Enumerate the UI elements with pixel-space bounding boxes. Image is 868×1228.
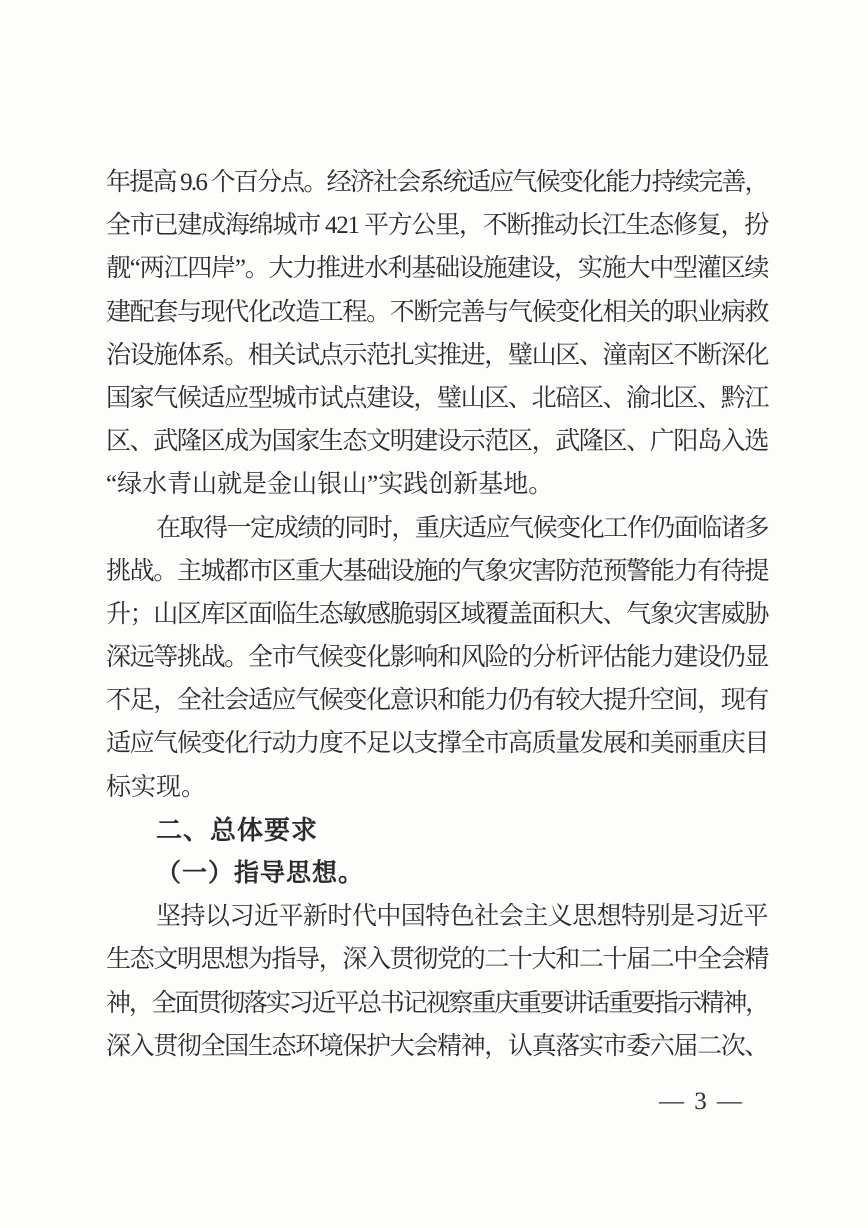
body-line: 适应气候变化行动力度不足以支撑全市高质量发展和美丽重庆目 [106,730,769,758]
body-line: 挑战。主城都市区重大基础设施的气象灾害防范预警能力有待提 [106,557,769,585]
body-line: 坚持以习近平新时代中国特色社会主义思想特别是习近平 [156,903,769,931]
body-line: 年提高 9.6 个百分点。经济社会系统适应气候变化能力持续完善， [106,169,768,196]
body-line: 靓“两江四岸”。大力推进水利基础设施建设，实施大中型灌区续 [106,255,769,283]
body-line: 国家气候适应型城市试点建设，璧山区、北碚区、渝北区、黔江 [106,384,769,412]
body-line: 区、武隆区成为国家生态文明建设示范区，武隆区、广阳岛入选 [106,428,769,456]
body-line: 全市已建成海绵城市 421 平方公里，不断推动长江生态修复，扮 [106,212,769,240]
body-line: 生态文明思想为指导，深入贯彻党的二十大和二十届二中全会精 [106,946,769,974]
body-line: 在取得一定成绩的同时，重庆适应气候变化工作仍面临诸多 [156,514,769,542]
section-heading: 二、总体要求 [156,814,319,845]
document-body [106,161,768,1068]
body-line: 建配套与现代化改造工程。不断完善与气候变化相关的职业病救 [106,298,769,326]
body-line: 治设施体系。相关试点示范扎实推进，璧山区、潼南区不断深化 [106,341,769,369]
body-line: 神，全面贯彻落实习近平总书记视察重庆重要讲话重要指示精神， [106,989,769,1017]
body-line: 标实现。 [106,773,207,801]
subsection-heading: （一）指导思想。 [156,860,365,887]
page-number: — 3 — [659,1088,744,1115]
body-line: 不足，全社会适应气候变化意识和能力仍有较大提升空间，现有 [106,687,769,715]
body-line: 升；山区库区面临生态敏感脆弱区域覆盖面积大、气象灾害威胁 [106,600,769,628]
body-line: 深远等挑战。全市气候变化影响和风险的分析评估能力建设仍显 [106,644,769,672]
body-line: “绿水青山就是金山银山”实践创新基地。 [106,471,554,499]
body-line: 深入贯彻全国生态环境保护大会精神，认真落实市委六届二次、 [106,1032,769,1060]
